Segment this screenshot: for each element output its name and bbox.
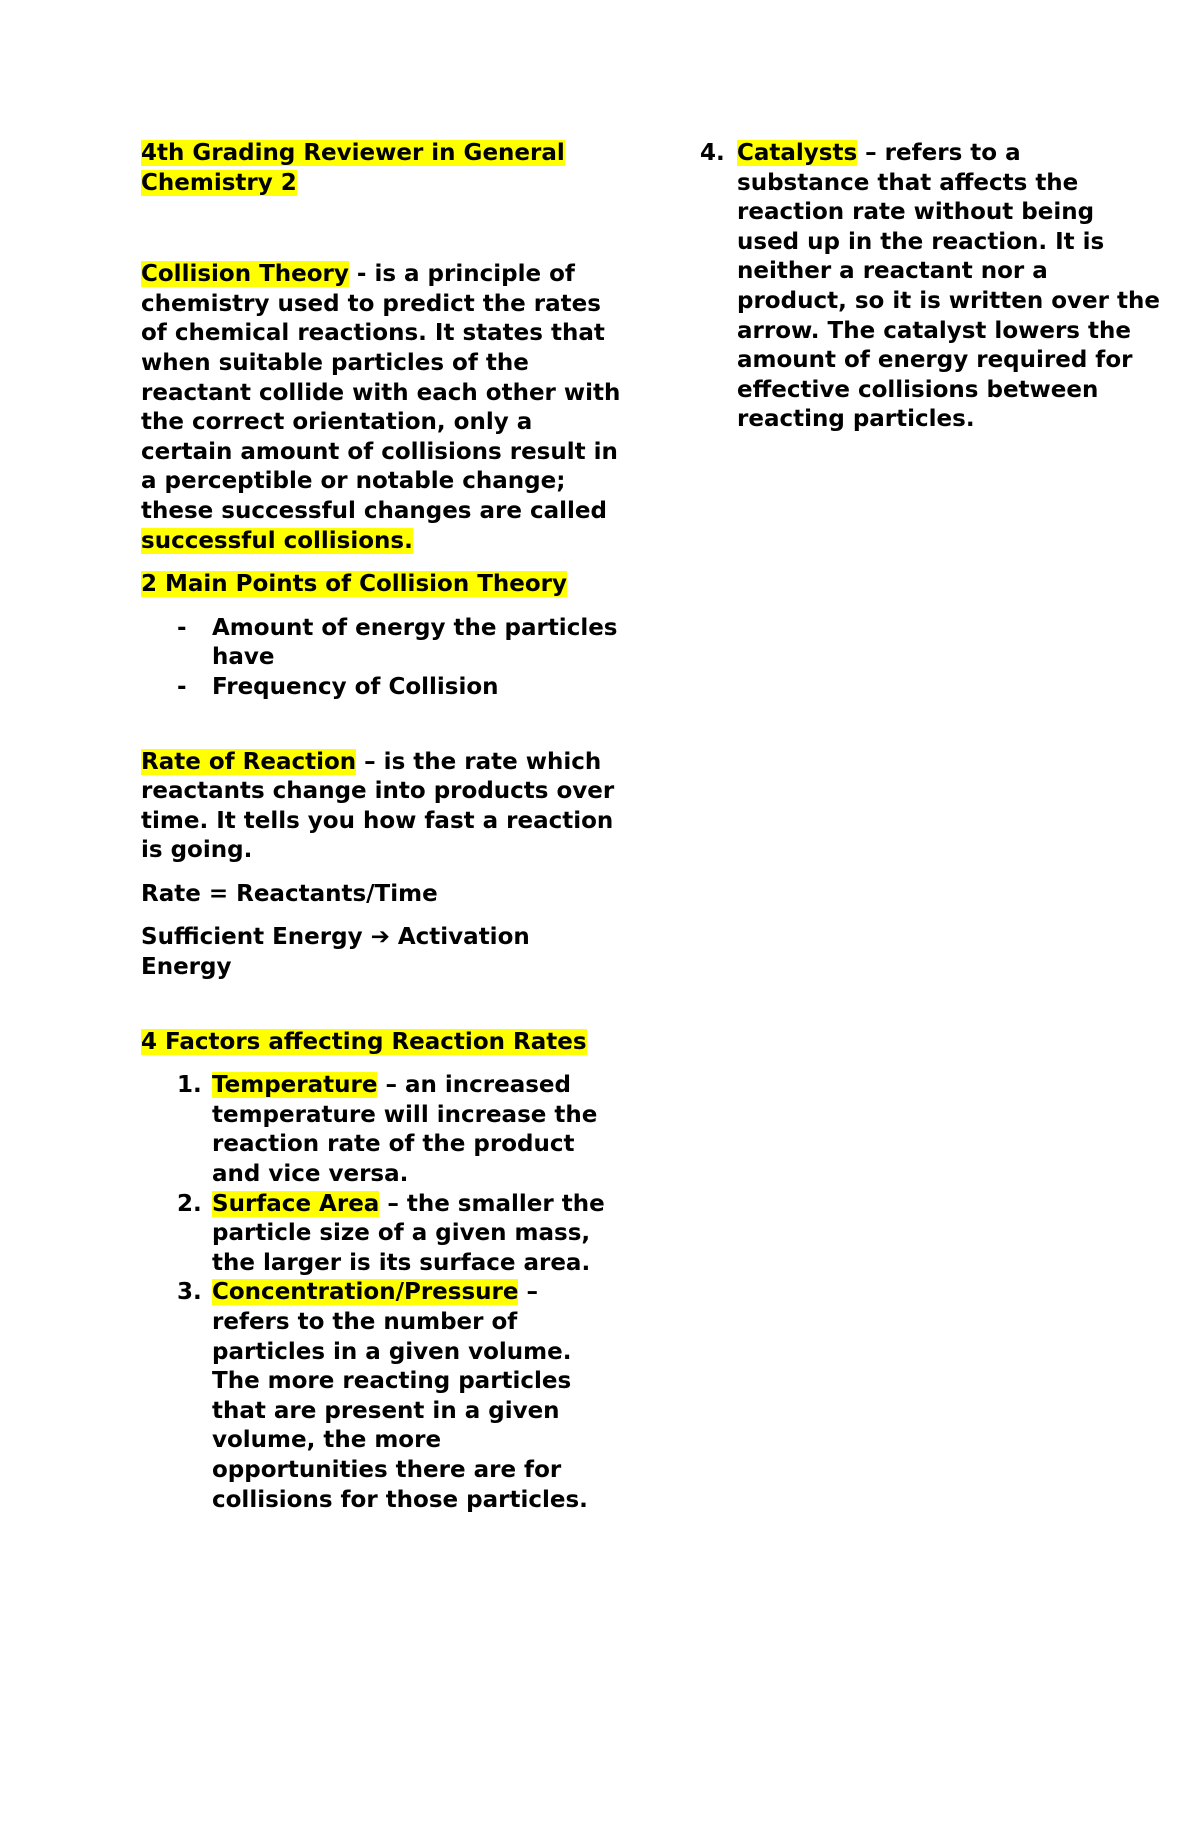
sufficient-energy-text: Sufficient Energy (141, 924, 371, 951)
factor-term: Catalysts (737, 140, 858, 166)
rate-of-reaction-definition: – is the rate which reactants change into products over time. It tells you how fast a reaction is going. (141, 748, 615, 864)
factor-term: Temperature (212, 1072, 378, 1099)
spacer (141, 198, 621, 260)
factor-term: Concentration/Pressure (212, 1279, 519, 1306)
list-item (141, 673, 621, 703)
document-title (141, 139, 621, 198)
left-column (141, 139, 621, 1515)
activation-energy-text: Activation Energy (141, 924, 530, 981)
collision-theory-term: Collision Theory (141, 261, 349, 288)
spacer (141, 983, 621, 1028)
list-number: 4. (700, 140, 725, 166)
factor-text: – refers to a substance that affects the reaction rate without being used up in the reaction. It is neither a reactant nor a product, so it is written over the arrow. The catalyst lowers the amount of energy required for effective collisions between reacting particles. (737, 140, 1160, 433)
main-points-heading (141, 570, 621, 600)
factor-text: – the smaller the particle size of a given mass, the larger is its surface area. (212, 1190, 605, 1276)
spacer (141, 866, 621, 880)
main-points-heading-text: 2 Main Points of Collision Theory (141, 571, 567, 598)
spacer (141, 556, 621, 570)
list-number: 3. (177, 1279, 202, 1306)
list-number: 2. (177, 1190, 202, 1217)
list-item-text: Frequency of Collision (212, 673, 499, 700)
factors-heading (141, 1028, 621, 1058)
list-number: 1. (177, 1072, 202, 1099)
factor-item (700, 139, 1160, 435)
factors-heading-text: 4 Factors affecting Reaction Rates (141, 1028, 587, 1055)
activation-energy-line (141, 923, 621, 982)
dash-bullet: - (177, 673, 187, 700)
rate-of-reaction-term: Rate of Reaction (141, 748, 357, 775)
factor-term: Surface Area (212, 1190, 380, 1217)
factor-text: – an increased temperature will increase the reaction rate of the product and vice versa. (212, 1072, 598, 1188)
factor-item (141, 1071, 621, 1189)
rate-of-reaction-paragraph (141, 748, 621, 866)
factor-item (141, 1190, 621, 1279)
spacer (141, 909, 621, 923)
right-arrow-icon: ➔ (370, 924, 390, 951)
main-points-list (141, 614, 621, 703)
factors-list (141, 1071, 621, 1515)
collision-theory-paragraph (141, 260, 621, 556)
list-item (141, 614, 621, 673)
dash-bullet: - (177, 614, 187, 641)
collision-theory-definition: - is a principle of chemistry used to predict the rates of chemical reactions. It states that when suitable particles of the reactant collide with each other with the correct orientation, only a certain amount of collisions result in a perceptible or notable change; these successful changes are called (141, 261, 621, 524)
factors-list-continued (700, 139, 1160, 435)
list-item-text: Amount of energy the particles have (212, 614, 618, 671)
factor-text: – refers to the number of particles in a given volume. The more reacting particles that are present in a given volume, the more opportunities there are for collisions for those particles. (212, 1279, 588, 1513)
spacer (141, 1057, 621, 1071)
factor-item (141, 1278, 621, 1515)
successful-collisions-highlight: successful collisions. (141, 527, 413, 554)
document-title-text: 4th Grading Reviewer in General Chemistry 2 (141, 140, 565, 196)
rate-formula: Rate = Reactants/Time (141, 880, 438, 907)
spacer (141, 703, 621, 748)
right-column (700, 139, 1160, 435)
spacer (141, 600, 621, 614)
